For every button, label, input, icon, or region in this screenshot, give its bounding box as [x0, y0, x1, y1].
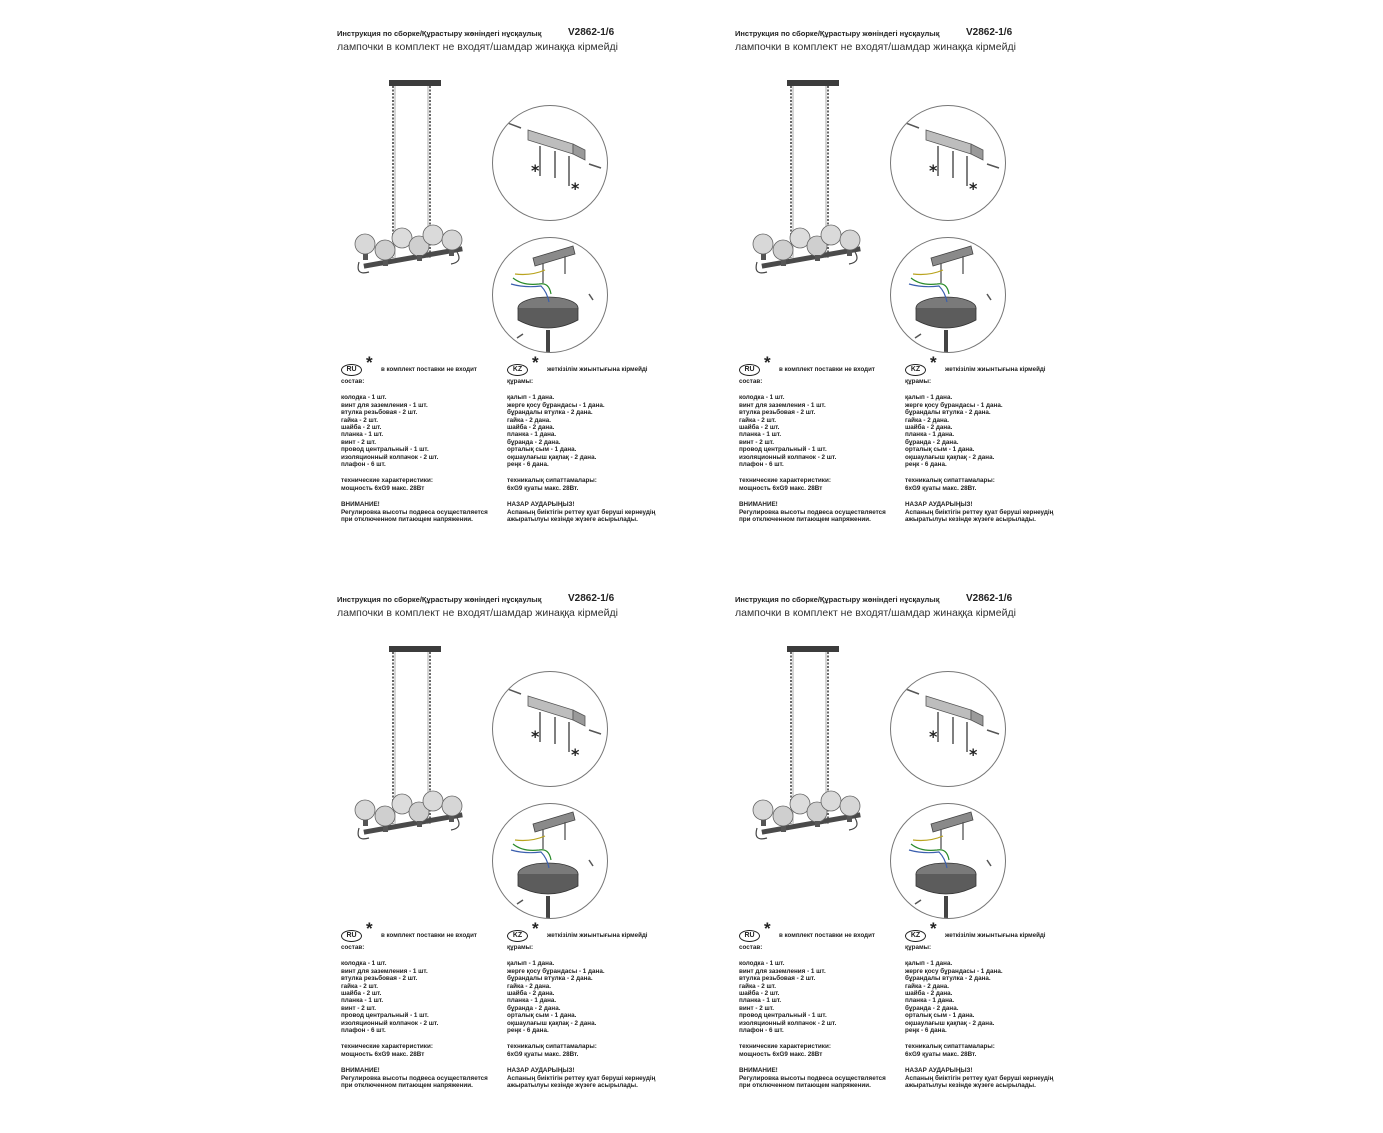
- instruction-sheet-top-left: [337, 27, 737, 567]
- ru-badge: RU: [739, 364, 760, 376]
- parts-list-item: жерге қосу бұрандасы - 1 дана.: [507, 401, 605, 409]
- canopy-bracket: [931, 246, 973, 266]
- chandelier-drawing: [735, 638, 885, 868]
- tech-specs: [739, 477, 904, 492]
- not-included-asterisk: *: [571, 179, 580, 198]
- parts-list-item: плафон - 6 шт.: [739, 461, 784, 469]
- parts-list-item: бұранда - 2 дана.: [507, 1004, 561, 1012]
- not-included-legend: жеткізілім жиынтығына кірмейді: [945, 366, 1046, 373]
- russian-column: [739, 919, 904, 1090]
- canopy-stem: [546, 896, 550, 918]
- parts-list-item: бұрандалы втулка - 2 дана.: [905, 975, 991, 983]
- parts-list-item: плафон - 6 шт.: [739, 1027, 784, 1035]
- bracket-mounting-drawing: [493, 672, 607, 786]
- shade: [773, 806, 793, 826]
- parts-list-item: қалып - 1 дана.: [905, 394, 953, 402]
- parts-list-item: планка - 1 шт.: [739, 997, 782, 1005]
- tech-specs: [507, 477, 672, 492]
- shade: [753, 234, 773, 254]
- tech-specs-value: 6xG9 қуаты макс. 28Вт.: [507, 1050, 579, 1058]
- warning: [341, 1067, 506, 1089]
- warning-text: Регулировка высоты подвеса осуществляется: [341, 1074, 488, 1082]
- ru-badge: RU: [739, 930, 760, 942]
- assembly-figure: [337, 72, 580, 307]
- canopy-bracket: [931, 812, 973, 832]
- parts-list-item: провод центральный - 1 шт.: [341, 1012, 429, 1020]
- canopy-wiring-drawing: [493, 804, 607, 918]
- russian-column: [739, 353, 904, 524]
- canopy-body: [916, 308, 976, 328]
- glass-shades: [355, 225, 462, 260]
- canopy-detail-circle: [492, 803, 608, 919]
- parts-list-item: оқшаулағыш қақпақ - 2 дана.: [507, 453, 597, 461]
- kz-badge: KZ: [507, 364, 528, 376]
- parts-list-item: гайка - 2 дана.: [905, 416, 950, 424]
- parts-list-item: колодка - 1 шт.: [341, 394, 387, 402]
- ceiling-bar: [787, 80, 839, 86]
- parts-list-item: планка - 1 шт.: [341, 997, 384, 1005]
- parts-list-item: втулка резьбовая - 2 шт.: [341, 409, 418, 417]
- parts-list-item: бұрандалы втулка - 2 дана.: [507, 975, 593, 983]
- warning-text: Регулировка высоты подвеса осуществляется: [739, 508, 886, 516]
- russian-column: [341, 353, 506, 524]
- kz-badge: KZ: [905, 364, 926, 376]
- shade: [442, 796, 462, 816]
- asterisk-icon: *: [764, 353, 771, 372]
- shade: [773, 240, 793, 260]
- parts-list-item: винт - 2 шт.: [739, 1004, 775, 1012]
- not-included-asterisk: *: [571, 745, 580, 764]
- warning-label: ВНИМАНИЕ!: [739, 1067, 778, 1075]
- tech-specs-value: мощность 6xG9 макс. 28Вт: [341, 1050, 425, 1058]
- parts-list-item: провод центральный - 1 шт.: [739, 446, 827, 454]
- parts-list-item: винт для заземления - 1 шт.: [341, 401, 428, 409]
- warning-text: Регулировка высоты подвеса осуществляется: [739, 1074, 886, 1082]
- not-included-asterisk: *: [969, 179, 978, 198]
- kazakh-column: [507, 919, 672, 1090]
- tech-specs-value: мощность 6xG9 макс. 28Вт: [341, 484, 425, 492]
- screw: [987, 860, 991, 866]
- parts-list: [341, 394, 506, 468]
- screw: [517, 900, 523, 904]
- not-included-asterisk: *: [969, 745, 978, 764]
- mounting-detail-circle: [890, 105, 1006, 221]
- chandelier-drawing: [735, 72, 885, 302]
- parts-list-item: реңк - 6 дана.: [905, 1027, 947, 1035]
- parts-list-item: бұрандалы втулка - 2 дана.: [507, 409, 593, 417]
- parts-list-item: винт для заземления - 1 шт.: [739, 401, 826, 409]
- parts-list-item: шайба - 2 дана.: [905, 990, 953, 998]
- parts-list-item: втулка резьбовая - 2 шт.: [739, 975, 816, 983]
- parts-list-item: гайка - 2 дана.: [905, 982, 950, 990]
- parts-list-item: втулка резьбовая - 2 шт.: [341, 975, 418, 983]
- chandelier-drawing: [337, 72, 487, 302]
- ceiling-bar: [389, 646, 441, 652]
- parts-list-item: оқшаулағыш қақпақ - 2 дана.: [905, 1019, 995, 1027]
- tech-specs-label: техникалық сипаттамалары:: [905, 477, 995, 485]
- parts-list-item: шайба - 2 дана.: [905, 424, 953, 432]
- shade: [423, 791, 443, 811]
- canopy-stem: [944, 896, 948, 918]
- parts-list-item: қалып - 1 дана.: [905, 960, 953, 968]
- canopy-stem: [546, 330, 550, 352]
- screw: [987, 294, 991, 300]
- tech-specs-label: технические характеристики:: [739, 1043, 831, 1051]
- warning-text: при отключенном питающем напряжении.: [739, 516, 871, 524]
- canopy-wiring-drawing: [891, 238, 1005, 352]
- shade: [840, 230, 860, 250]
- not-included-legend: жеткізілім жиынтығына кірмейді: [547, 932, 648, 939]
- bulbs-not-included-note: лампочки в комплект не входят/шамдар жинаққа кірмейді: [337, 607, 618, 619]
- parts-list-item: планка - 1 дана.: [905, 431, 955, 439]
- not-included-asterisk: *: [929, 727, 938, 746]
- parts-list-item: реңк - 6 дана.: [507, 1027, 549, 1035]
- warning: [739, 501, 904, 523]
- screw: [589, 860, 593, 866]
- instruction-title: Инструкция по сборке/Құрастыру жөніндегі нұсқаулық: [735, 595, 940, 604]
- canopy-wiring-drawing: [493, 238, 607, 352]
- parts-list-item: бұранда - 2 дана.: [905, 438, 959, 446]
- instruction-title: Инструкция по сборке/Құрастыру жөніндегі нұсқаулық: [337, 29, 542, 38]
- not-included-legend: в комплект поставки не входит: [381, 932, 477, 939]
- instruction-title: Инструкция по сборке/Құрастыру жөніндегі нұсқаулық: [337, 595, 542, 604]
- not-included-legend: в комплект поставки не входит: [779, 366, 875, 373]
- parts-list-item: провод центральный - 1 шт.: [739, 1012, 827, 1020]
- screw: [505, 122, 521, 128]
- parts-list-item: гайка - 2 шт.: [341, 416, 379, 424]
- kazakh-column: [507, 353, 672, 524]
- tech-specs-value: 6xG9 қуаты макс. 28Вт.: [905, 1050, 977, 1058]
- mounting-detail-circle: [492, 105, 608, 221]
- bulbs-not-included-note: лампочки в комплект не входят/шамдар жинаққа кірмейді: [337, 41, 618, 53]
- not-included-legend: в комплект поставки не входит: [779, 932, 875, 939]
- shade: [753, 800, 773, 820]
- parts-list: [905, 960, 1070, 1034]
- tech-specs: [507, 1043, 672, 1058]
- warning-text: при отключенном питающем напряжении.: [341, 516, 473, 524]
- tech-specs: [341, 1043, 506, 1058]
- glass-shades: [753, 791, 860, 826]
- parts-list-item: гайка - 2 дана.: [507, 416, 552, 424]
- parts-list-item: винт - 2 шт.: [341, 438, 377, 446]
- composition-label: құрамы:: [905, 378, 932, 385]
- parts-list-item: оқшаулағыш қақпақ - 2 дана.: [905, 453, 995, 461]
- mounting-bracket: [926, 130, 971, 154]
- shade: [821, 225, 841, 245]
- russian-column: [341, 919, 506, 1090]
- parts-list: [739, 960, 904, 1034]
- screw: [903, 122, 919, 128]
- not-included-legend: в комплект поставки не входит: [381, 366, 477, 373]
- asterisk-icon: *: [366, 353, 373, 372]
- warning-text: ажыратылуы кезінде жүзеге асырылады.: [507, 1082, 638, 1090]
- screw: [915, 900, 921, 904]
- parts-list-item: бұранда - 2 дана.: [507, 438, 561, 446]
- warning-label: НАЗАР АУДАРЫҢЫЗ!: [507, 1067, 575, 1075]
- parts-list: [341, 960, 506, 1034]
- parts-list-item: гайка - 2 шт.: [341, 982, 379, 990]
- screw: [505, 688, 521, 694]
- shade: [423, 225, 443, 245]
- mounting-bracket: [926, 696, 971, 720]
- bracket-mounting-drawing: [891, 672, 1005, 786]
- tech-specs: [341, 477, 506, 492]
- warning-text: Аспаның биіктігін реттеу қуат беруші кернеудің: [507, 508, 656, 516]
- canopy-stem: [944, 330, 948, 352]
- asterisk-icon: *: [366, 919, 373, 938]
- tech-specs-label: технические характеристики:: [739, 477, 831, 485]
- screw: [589, 164, 601, 168]
- mounting-detail-circle: [890, 671, 1006, 787]
- composition-label: состав:: [341, 378, 365, 385]
- warning-text: Аспаның биіктігін реттеу қуат беруші кернеудің: [905, 1074, 1054, 1082]
- instruction-sheet-bottom-right: [735, 593, 1135, 1133]
- screw: [517, 334, 523, 338]
- parts-list-item: изоляционный колпачок - 2 шт.: [739, 1019, 837, 1027]
- parts-list-item: планка - 1 шт.: [739, 431, 782, 439]
- not-included-legend: жеткізілім жиынтығына кірмейді: [945, 932, 1046, 939]
- parts-list-item: изоляционный колпачок - 2 шт.: [341, 1019, 439, 1027]
- parts-list-item: гайка - 2 дана.: [507, 982, 552, 990]
- asterisk-icon: *: [532, 353, 539, 372]
- tech-specs: [739, 1043, 904, 1058]
- canopy-bracket: [533, 812, 575, 832]
- tech-specs-label: техникалық сипаттамалары:: [507, 477, 597, 485]
- parts-list-item: колодка - 1 шт.: [739, 394, 785, 402]
- composition-label: құрамы:: [507, 378, 534, 385]
- parts-list-item: изоляционный колпачок - 2 шт.: [739, 453, 837, 461]
- parts-list-item: жерге қосу бұрандасы - 1 дана.: [905, 401, 1003, 409]
- warning: [905, 1067, 1070, 1089]
- asterisk-icon: *: [930, 919, 937, 938]
- assembly-figure: [337, 638, 580, 873]
- parts-list-item: жерге қосу бұрандасы - 1 дана.: [905, 967, 1003, 975]
- screw: [589, 294, 593, 300]
- ceiling-bar: [389, 80, 441, 86]
- not-included-asterisk: *: [929, 161, 938, 180]
- parts-list-item: шайба - 2 дана.: [507, 990, 555, 998]
- kz-badge: KZ: [507, 930, 528, 942]
- chandelier-drawing: [337, 638, 487, 868]
- parts-list-item: оқшаулағыш қақпақ - 2 дана.: [507, 1019, 597, 1027]
- shade: [840, 796, 860, 816]
- tech-specs-value: мощность 6xG9 макс. 28Вт: [739, 484, 823, 492]
- parts-list-item: гайка - 2 шт.: [739, 416, 777, 424]
- ru-badge: RU: [341, 930, 362, 942]
- canopy-body: [916, 874, 976, 894]
- asterisk-icon: *: [930, 353, 937, 372]
- warning: [739, 1067, 904, 1089]
- parts-list: [507, 960, 672, 1034]
- parts-list-item: планка - 1 шт.: [341, 431, 384, 439]
- warning-text: Аспаның биіктігін реттеу қуат беруші кернеудің: [507, 1074, 656, 1082]
- parts-list-item: шайба - 2 шт.: [341, 424, 382, 432]
- parts-list-item: реңк - 6 дана.: [905, 461, 947, 469]
- kz-badge: KZ: [905, 930, 926, 942]
- canopy-detail-circle: [492, 237, 608, 353]
- parts-list-item: винт - 2 шт.: [341, 1004, 377, 1012]
- parts-list: [739, 394, 904, 468]
- kazakh-column: [905, 919, 1070, 1090]
- composition-label: состав:: [739, 378, 763, 385]
- warning-label: НАЗАР АУДАРЫҢЫЗ!: [905, 501, 973, 509]
- screw: [903, 688, 919, 694]
- ru-badge: RU: [341, 364, 362, 376]
- parts-list-item: гайка - 2 шт.: [739, 982, 777, 990]
- tech-specs-value: 6xG9 қуаты макс. 28Вт.: [905, 484, 977, 492]
- parts-list-item: шайба - 2 шт.: [739, 990, 780, 998]
- parts-list-item: шайба - 2 шт.: [739, 424, 780, 432]
- shade: [375, 240, 395, 260]
- parts-list-item: винт - 2 шт.: [739, 438, 775, 446]
- warning-label: ВНИМАНИЕ!: [739, 501, 778, 509]
- parts-list-item: провод центральный - 1 шт.: [341, 446, 429, 454]
- warning-text: при отключенном питающем напряжении.: [739, 1082, 871, 1090]
- glass-shades: [355, 791, 462, 826]
- glass-shades: [753, 225, 860, 260]
- not-included-asterisk: *: [531, 727, 540, 746]
- canopy-body: [518, 308, 578, 328]
- warning-text: ажыратылуы кезінде жүзеге асырылады.: [905, 1082, 1036, 1090]
- bulbs-not-included-note: лампочки в комплект не входят/шамдар жинаққа кірмейді: [735, 41, 1016, 53]
- parts-list-item: колодка - 1 шт.: [739, 960, 785, 968]
- parts-list-item: қалып - 1 дана.: [507, 960, 555, 968]
- mounting-bracket: [528, 130, 573, 154]
- assembly-figure: [735, 638, 978, 873]
- screw: [987, 730, 999, 734]
- asterisk-icon: *: [764, 919, 771, 938]
- not-included-asterisk: *: [531, 161, 540, 180]
- shade: [355, 234, 375, 254]
- warning-text: при отключенном питающем напряжении.: [341, 1082, 473, 1090]
- parts-list-item: колодка - 1 шт.: [341, 960, 387, 968]
- parts-list-item: планка - 1 дана.: [507, 997, 557, 1005]
- ceiling-bar: [787, 646, 839, 652]
- tech-specs-label: технические характеристики:: [341, 477, 433, 485]
- warning-text: ажыратылуы кезінде жүзеге асырылады.: [507, 516, 638, 524]
- warning-label: ВНИМАНИЕ!: [341, 501, 380, 509]
- model-number: V2862-1/6: [568, 593, 615, 604]
- parts-list-item: орталық сым - 1 дана.: [507, 446, 577, 454]
- composition-label: состав:: [341, 944, 365, 951]
- warning-label: НАЗАР АУДАРЫҢЫЗ!: [905, 1067, 973, 1075]
- canopy-bracket: [533, 246, 575, 266]
- mounting-detail-circle: [492, 671, 608, 787]
- warning-text: Аспаның биіктігін реттеу қуат беруші кернеудің: [905, 508, 1054, 516]
- parts-list-item: плафон - 6 шт.: [341, 461, 386, 469]
- screw: [915, 334, 921, 338]
- parts-list-item: реңк - 6 дана.: [507, 461, 549, 469]
- instruction-sheet-top-right: [735, 27, 1135, 567]
- shade: [821, 791, 841, 811]
- parts-list-item: шайба - 2 шт.: [341, 990, 382, 998]
- parts-list-item: бұранда - 2 дана.: [905, 1004, 959, 1012]
- composition-label: құрамы:: [905, 944, 932, 951]
- tech-specs-value: 6xG9 қуаты макс. 28Вт.: [507, 484, 579, 492]
- instruction-title: Инструкция по сборке/Құрастыру жөніндегі нұсқаулық: [735, 29, 940, 38]
- warning-label: ВНИМАНИЕ!: [341, 1067, 380, 1075]
- canopy-wiring-drawing: [891, 804, 1005, 918]
- tech-specs: [905, 477, 1070, 492]
- tech-specs: [905, 1043, 1070, 1058]
- bracket-mounting-drawing: [493, 106, 607, 220]
- tech-specs-label: техникалық сипаттамалары:: [507, 1043, 597, 1051]
- parts-list-item: орталық сым - 1 дана.: [905, 1012, 975, 1020]
- shade: [442, 230, 462, 250]
- model-number: V2862-1/6: [568, 27, 615, 38]
- assembly-figure: [735, 72, 978, 307]
- warning-label: НАЗАР АУДАРЫҢЫЗ!: [507, 501, 575, 509]
- shade: [375, 806, 395, 826]
- screw: [987, 164, 999, 168]
- warning-text: ажыратылуы кезінде жүзеге асырылады.: [905, 516, 1036, 524]
- parts-list: [507, 394, 672, 468]
- instruction-sheet-bottom-left: [337, 593, 737, 1133]
- kazakh-column: [905, 353, 1070, 524]
- parts-list-item: орталық сым - 1 дана.: [905, 446, 975, 454]
- model-number: V2862-1/6: [966, 593, 1013, 604]
- warning: [905, 501, 1070, 523]
- warning: [507, 1067, 672, 1089]
- parts-list-item: планка - 1 дана.: [507, 431, 557, 439]
- parts-list-item: изоляционный колпачок - 2 шт.: [341, 453, 439, 461]
- canopy-body: [518, 874, 578, 894]
- not-included-legend: жеткізілім жиынтығына кірмейді: [547, 366, 648, 373]
- parts-list-item: жерге қосу бұрандасы - 1 дана.: [507, 967, 605, 975]
- composition-label: құрамы:: [507, 944, 534, 951]
- parts-list-item: қалып - 1 дана.: [507, 394, 555, 402]
- canopy-detail-circle: [890, 237, 1006, 353]
- composition-label: состав:: [739, 944, 763, 951]
- screw: [589, 730, 601, 734]
- parts-list-item: винт для заземления - 1 шт.: [739, 967, 826, 975]
- tech-specs-value: мощность 6xG9 макс. 28Вт: [739, 1050, 823, 1058]
- parts-list-item: планка - 1 дана.: [905, 997, 955, 1005]
- mounting-bracket: [528, 696, 573, 720]
- parts-list: [905, 394, 1070, 468]
- asterisk-icon: *: [532, 919, 539, 938]
- shade: [355, 800, 375, 820]
- bracket-mounting-drawing: [891, 106, 1005, 220]
- parts-list-item: орталық сым - 1 дана.: [507, 1012, 577, 1020]
- tech-specs-label: техникалық сипаттамалары:: [905, 1043, 995, 1051]
- canopy-detail-circle: [890, 803, 1006, 919]
- bulbs-not-included-note: лампочки в комплект не входят/шамдар жинаққа кірмейді: [735, 607, 1016, 619]
- parts-list-item: плафон - 6 шт.: [341, 1027, 386, 1035]
- parts-list-item: шайба - 2 дана.: [507, 424, 555, 432]
- parts-list-item: винт для заземления - 1 шт.: [341, 967, 428, 975]
- warning-text: Регулировка высоты подвеса осуществляется: [341, 508, 488, 516]
- parts-list-item: бұрандалы втулка - 2 дана.: [905, 409, 991, 417]
- tech-specs-label: технические характеристики:: [341, 1043, 433, 1051]
- warning: [341, 501, 506, 523]
- model-number: V2862-1/6: [966, 27, 1013, 38]
- warning: [507, 501, 672, 523]
- parts-list-item: втулка резьбовая - 2 шт.: [739, 409, 816, 417]
